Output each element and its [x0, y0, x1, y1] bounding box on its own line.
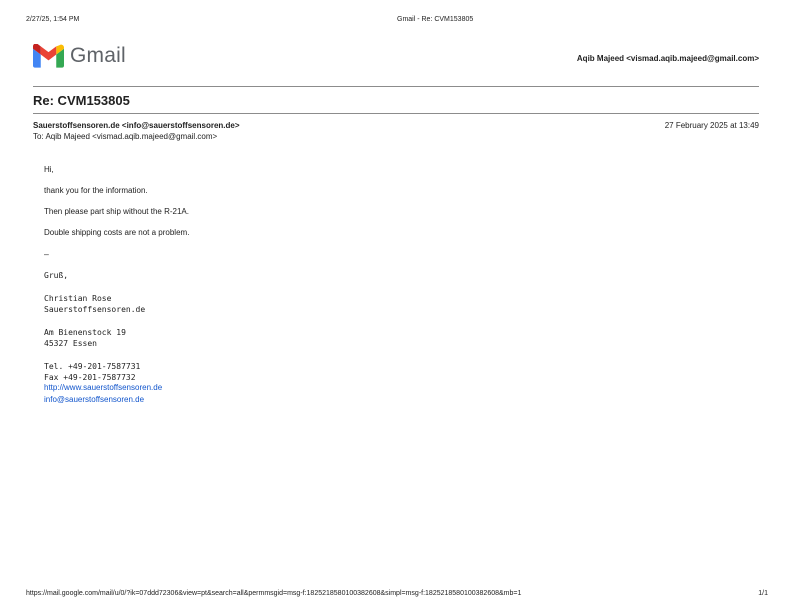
account-name: Aqib Majeed <vismad.aqib.majeed@gmail.com> [576, 54, 759, 63]
signature-company: Sauerstoffsensoren.de [44, 305, 146, 314]
sender: Sauerstoffsensoren.de <info@sauerstoffsensoren.de> [33, 121, 240, 130]
greeting: Hi, [44, 165, 54, 174]
gmail-logo-icon [33, 44, 64, 68]
website-link[interactable]: http://www.sauerstoffsensoren.de [44, 383, 163, 392]
print-title: Gmail - Re: CVM153805 [397, 16, 474, 23]
email-subject: Re: CVM153805 [33, 93, 130, 108]
signature-fax: Fax +49-201-7587732 [44, 373, 136, 382]
email-date: 27 February 2025 at 13:49 [664, 121, 759, 130]
signature-street: Am Bienenstock 19 [44, 328, 126, 337]
signature-tel: Tel. +49-201-7587731 [44, 362, 141, 371]
signature-separator: — [44, 250, 49, 259]
print-date: 2/27/25, 1:54 PM [26, 16, 80, 23]
gmail-logo[interactable] [33, 44, 126, 68]
closing: Gruß, [44, 271, 69, 280]
print-url: https://mail.google.com/mail/u/0/?ik=07ddd72306&view=pt&search=all&permmsgid=msg-f:1825218580100382608&simpl=msg-f:1825218580100382608&mb=1 [26, 590, 522, 597]
email-link[interactable]: info@sauerstoffsensoren.de [44, 395, 145, 404]
subject-divider [33, 113, 759, 114]
body-paragraph: Then please part ship without the R-21A. [44, 207, 189, 216]
header-divider [33, 86, 759, 87]
body-paragraph: Double shipping costs are not a problem. [44, 228, 190, 237]
recipient: To: Aqib Majeed <vismad.aqib.majeed@gmail.com> [33, 132, 218, 141]
signature-name: Christian Rose [44, 294, 112, 303]
signature-city: 45327 Essen [44, 339, 97, 348]
body-paragraph: thank you for the information. [44, 186, 148, 195]
page-number: 1/1 [758, 590, 768, 597]
gmail-logo-text: Gmail [70, 44, 126, 67]
